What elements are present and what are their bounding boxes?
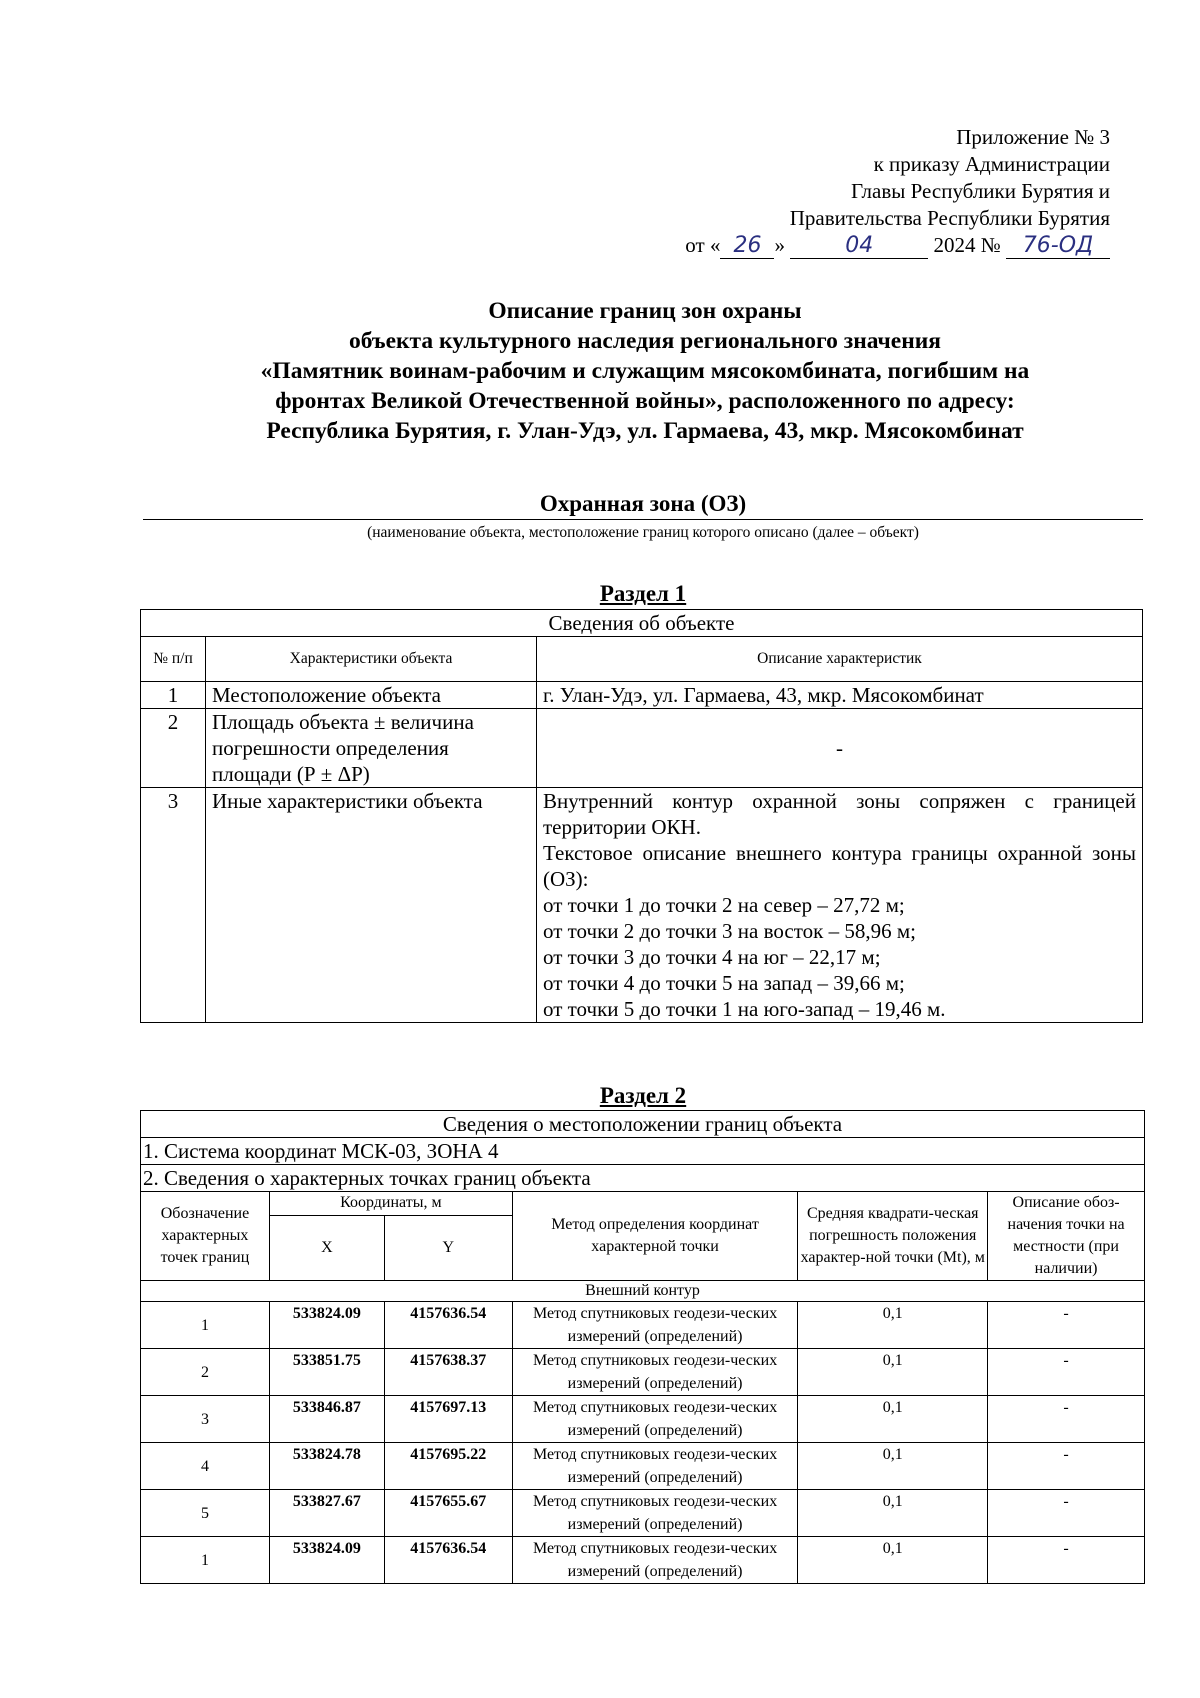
point-label: 2: [141, 1349, 270, 1396]
order-year: 2024 №: [933, 233, 1001, 257]
table-row: [141, 682, 1143, 709]
object-info-table: [140, 609, 1143, 1023]
table-row: [141, 709, 1143, 788]
section-1-heading-text: Раздел 1: [599, 581, 687, 606]
point-error: 0,1: [798, 1349, 988, 1396]
value-line: Внутренний контур охранной зоны сопряжен с границей территории ОКН.: [543, 789, 1136, 839]
point-error: 0,1: [798, 1396, 988, 1443]
table-row: [141, 1396, 1145, 1443]
point-error: 0,1: [798, 1443, 988, 1490]
point-description: -: [988, 1537, 1145, 1584]
header-y: Y: [384, 1216, 512, 1281]
header-designation: Обозначение характерных точек границ: [141, 1192, 270, 1281]
order-day-handwritten: 26: [720, 234, 774, 259]
order-date-line: [685, 232, 1110, 259]
object-info-caption: Сведения об объекте: [141, 610, 1143, 637]
value-line: от точки 2 до точки 3 на восток – 58,96 м;: [543, 919, 916, 943]
section-2-heading-text: Раздел 2: [599, 1083, 687, 1108]
title-line-4: фронтах Великой Отечественной войны», расположенного по адресу:: [275, 388, 1015, 414]
header-num: № п/п: [141, 637, 206, 682]
point-method: Метод спутниковых геодези-ческих измерений (определений): [512, 1537, 798, 1584]
point-label: 4: [141, 1443, 270, 1490]
appendix-header: [685, 124, 1110, 259]
title-line-3: «Памятник воинам-рабочим и служащим мясокомбината, погибшим на: [260, 358, 1030, 384]
point-label: 3: [141, 1396, 270, 1443]
point-description: -: [988, 1396, 1145, 1443]
header-method: Метод определения координат характерной точки: [512, 1192, 798, 1281]
order-month-handwritten: 04: [790, 234, 928, 259]
points-body: [141, 1302, 1145, 1584]
point-label: 1: [141, 1537, 270, 1584]
point-description: -: [988, 1349, 1145, 1396]
appendix-line-2: к приказу Администрации: [873, 152, 1110, 176]
point-error: 0,1: [798, 1302, 988, 1349]
point-method: Метод спутниковых геодези-ческих измерений (определений): [512, 1302, 798, 1349]
point-y: 4157636.54: [384, 1537, 512, 1584]
point-method: Метод спутниковых геодези-ческих измерений (определений): [512, 1349, 798, 1396]
document-title: [120, 296, 1170, 446]
section-1-heading: [143, 581, 1143, 607]
appendix-line-4: Правительства Республики Бурятия: [789, 206, 1110, 230]
row-name: Площадь объекта ± величина погрешности определения площади (Р ± ΔР): [206, 709, 537, 788]
table-row: [141, 1302, 1145, 1349]
title-line-1: Описание границ зон охраны: [488, 298, 802, 324]
table-row: [141, 788, 1143, 1023]
value-line: Текстовое описание внешнего контура границы охранной зоны (ОЗ):: [543, 841, 1136, 891]
header-error: Средняя квадрати-ческая погрешность положения характер-ной точки (Mt), м: [798, 1192, 988, 1281]
value-line: от точки 5 до точки 1 на юго-запад – 19,46 м.: [543, 997, 946, 1021]
point-error: 0,1: [798, 1490, 988, 1537]
value-line: от точки 1 до точки 2 на север – 27,72 м;: [543, 893, 905, 917]
order-quote-close: »: [774, 233, 785, 257]
value-line: от точки 3 до точки 4 на юг – 22,17 м;: [543, 945, 881, 969]
row-value: г. Улан-Удэ, ул. Гармаева, 43, мкр. Мясокомбинат: [537, 682, 1143, 709]
points-header-row: [141, 1192, 1145, 1216]
row-value-lines: [537, 788, 1143, 1023]
point-x: 533851.75: [269, 1349, 384, 1396]
row-name: Иные характеристики объекта: [206, 788, 537, 1023]
header-characteristics: Характеристики объекта: [206, 637, 537, 682]
order-number-handwritten: 76-ОД: [1006, 234, 1110, 259]
row-value: -: [537, 709, 1143, 788]
header-x: X: [269, 1216, 384, 1281]
point-x: 533827.67: [269, 1490, 384, 1537]
zone-note: (наименование объекта, местоположение границ которого описано (далее – объект): [367, 524, 919, 541]
appendix-line-3: Главы Республики Бурятия и: [851, 179, 1110, 203]
row-name: Местоположение объекта: [206, 682, 537, 709]
section-2-heading: [143, 1083, 1143, 1109]
header-point-description: Описание обоз-начения точки на местности (при наличии): [988, 1192, 1145, 1281]
point-description: -: [988, 1443, 1145, 1490]
table-row: [141, 1349, 1145, 1396]
header-description: Описание характеристик: [537, 637, 1143, 682]
point-x: 533846.87: [269, 1396, 384, 1443]
row-num: 2: [141, 709, 206, 788]
row-num: 1: [141, 682, 206, 709]
boundary-caption: Сведения о местоположении границ объекта: [141, 1111, 1145, 1138]
point-y: 4157636.54: [384, 1302, 512, 1349]
value-line: от точки 4 до точки 5 на запад – 39,66 м;: [543, 971, 905, 995]
appendix-line-1: Приложение № 3: [956, 125, 1110, 149]
point-method: Метод спутниковых геодези-ческих измерений (определений): [512, 1490, 798, 1537]
point-y: 4157638.37: [384, 1349, 512, 1396]
point-error: 0,1: [798, 1537, 988, 1584]
title-line-5: Республика Бурятия, г. Улан-Удэ, ул. Гармаева, 43, мкр. Мясокомбинат: [266, 418, 1024, 444]
zone-name: Охранная зона (ОЗ): [143, 490, 1143, 520]
boundary-points-table: [140, 1110, 1145, 1584]
points-caption: 2. Сведения о характерных точках границ объекта: [141, 1165, 1145, 1192]
point-x: 533824.78: [269, 1443, 384, 1490]
contour-label: Внешний контур: [141, 1281, 1145, 1302]
table-row: [141, 1443, 1145, 1490]
header-coords: Координаты, м: [269, 1192, 512, 1216]
point-y: 4157697.13: [384, 1396, 512, 1443]
point-description: -: [988, 1302, 1145, 1349]
point-x: 533824.09: [269, 1302, 384, 1349]
point-x: 533824.09: [269, 1537, 384, 1584]
point-label: 1: [141, 1302, 270, 1349]
row-num: 3: [141, 788, 206, 1023]
coord-system: 1. Система координат МСК-03, ЗОНА 4: [141, 1138, 1145, 1165]
point-label: 5: [141, 1490, 270, 1537]
point-description: -: [988, 1490, 1145, 1537]
table-row: [141, 1490, 1145, 1537]
point-y: 4157655.67: [384, 1490, 512, 1537]
order-from-prefix: от «: [685, 233, 721, 257]
point-method: Метод спутниковых геодези-ческих измерений (определений): [512, 1396, 798, 1443]
point-method: Метод спутниковых геодези-ческих измерений (определений): [512, 1443, 798, 1490]
table-row: [141, 1537, 1145, 1584]
object-info-header-row: [141, 637, 1143, 682]
point-y: 4157695.22: [384, 1443, 512, 1490]
title-line-2: объекта культурного наследия регионального значения: [348, 328, 942, 354]
